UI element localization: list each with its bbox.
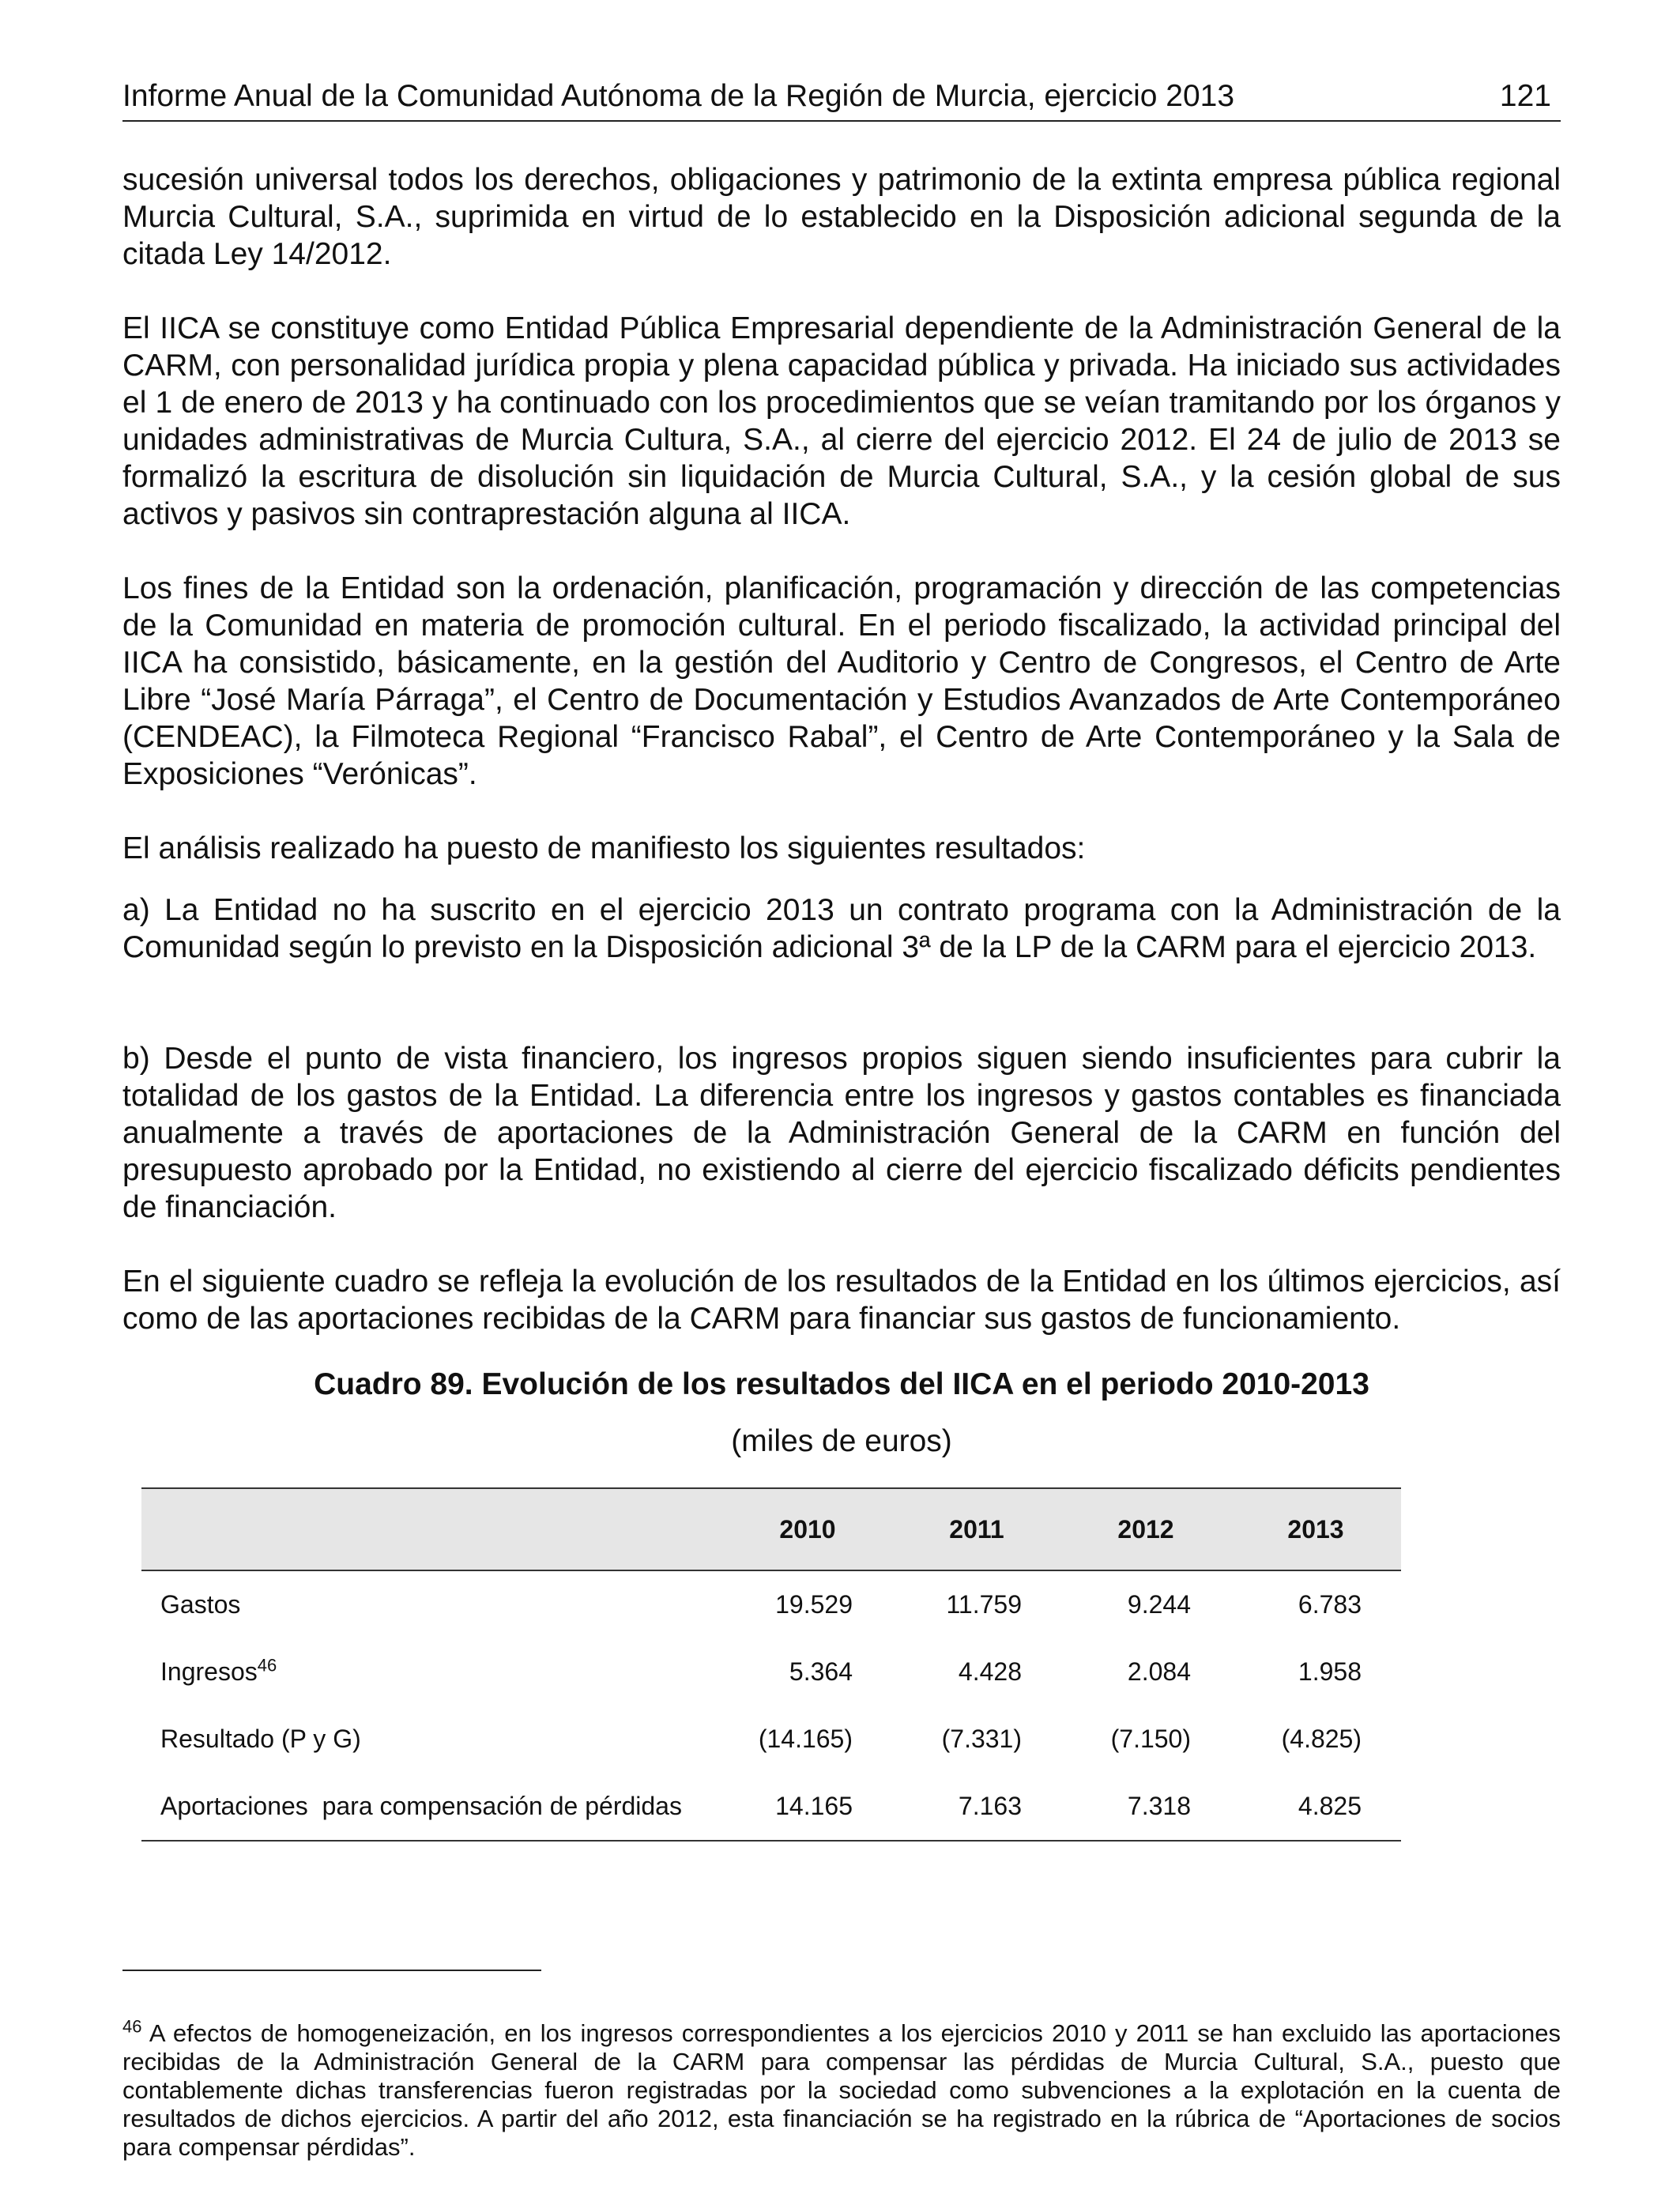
- row-label-resultado: Resultado (P y G): [160, 1725, 361, 1753]
- page-header: [122, 73, 1561, 122]
- table-cell: 7.318: [1061, 1773, 1230, 1841]
- footnote-text: A efectos de homogeneización, en los ingresos correspondientes a los ejercicios 2010 y 2011 se han excluido las aportaciones recibidas de la Administración General de la CARM para compensar las pérdidas de Murcia Cultural, S.A., puesto que contablemente dichas transferencias fueron registradas por la sociedad como subvenciones a la explotación en la cuenta de resultados de dichos ejercicios. A partir del año 2012, esta financiación se ha registrado en la rúbrica de “Aportaciones de socios para compensar pérdidas”.: [122, 2019, 1561, 2161]
- paragraph-5: a) La Entidad no ha suscrito en el ejercicio 2013 un contrato programa con la Administración de la Comunidad según lo previsto en la Disposición adicional 3ª de la LP de la CARM para el ejercicio 2013.: [122, 893, 1561, 964]
- row-label-gastos: Gastos: [160, 1590, 241, 1619]
- table-row: [141, 1570, 1401, 1638]
- table-header-row: [141, 1488, 1401, 1570]
- paragraph-6: b) Desde el punto de vista financiero, los ingresos propios siguen siendo insuficientes para cubrir la totalidad de los gastos de la Entidad. La diferencia entre los ingresos y gastos contables es financiada anualmente a través de aportaciones de la Administración General de la CARM en función del presupuesto aprobado por la Entidad, no existiendo al cierre del ejercicio fiscalizado déficits pendientes de financiación.: [122, 1042, 1561, 1224]
- footnote-number: 46: [122, 2016, 142, 2037]
- column-header-2012: 2012: [1061, 1488, 1230, 1570]
- row-label-aportaciones: Aportaciones para compensación de pérdidas: [141, 1773, 723, 1841]
- report-title: Informe Anual de la Comunidad Autónoma de la Región de Murcia, ejercicio 2013: [122, 79, 1235, 113]
- paragraph-7: En el siguiente cuadro se refleja la evolución de los resultados de la Entidad en los últimos ejercicios, así como de las aportaciones recibidas de la CARM para financiar sus gastos de funcionamiento.: [122, 1265, 1561, 1336]
- table-cell: (4.825): [1281, 1725, 1362, 1753]
- table-cell: 2.084: [1127, 1657, 1191, 1686]
- table-cell: 7.163: [892, 1773, 1061, 1841]
- table-cell: 4.825: [1230, 1773, 1401, 1841]
- paragraph-4: El análisis realizado ha puesto de manifiesto los siguientes resultados:: [122, 831, 1086, 865]
- column-header-2010: 2010: [723, 1488, 892, 1570]
- table-cell: 1.958: [1298, 1657, 1362, 1686]
- table-subtitle: (miles de euros): [731, 1424, 952, 1458]
- table-cell: (7.150): [1110, 1725, 1191, 1753]
- paragraph-3: Los fines de la Entidad son la ordenación, planificación, programación y dirección de las competencias de la Comunidad en materia de promoción cultural. En el periodo fiscalizado, la actividad principal del IICA ha consistido, básicamente, en la gestión del Auditorio y Centro de Congresos, el Centro de Arte Libre “José María Párraga”, el Centro de Documentación y Estudios Avanzados de Arte Contemporáneo (CENDEAC), la Filmoteca Regional “Francisco Rabal”, el Centro de Arte Contemporáneo y la Sala de Exposiciones “Verónicas”.: [122, 571, 1561, 791]
- table-cell: 4.428: [958, 1657, 1022, 1686]
- table-cell: 19.529: [775, 1590, 853, 1619]
- column-header-label: [141, 1488, 723, 1570]
- footnote: [122, 2016, 1561, 2162]
- row-label-ingresos: Ingresos$^{46}$: [160, 1655, 277, 1686]
- footnote-reference: 46: [257, 1655, 277, 1676]
- table-cell: (14.165): [758, 1725, 853, 1753]
- results-table: [141, 1487, 1401, 1842]
- table-cell: 9.244: [1127, 1590, 1191, 1619]
- table-cell: 14.165: [723, 1773, 892, 1841]
- page-number: 121: [1499, 79, 1551, 113]
- table-row: [141, 1773, 1401, 1841]
- table-title: Cuadro 89. Evolución de los resultados del IICA en el periodo 2010-2013: [314, 1367, 1369, 1401]
- table-row: [141, 1706, 1401, 1773]
- table-row: [141, 1638, 1401, 1706]
- paragraph-2: El IICA se constituye como Entidad Pública Empresarial dependiente de la Administración General de la CARM, con personalidad jurídica propia y plena capacidad pública y privada. Ha iniciado sus actividades el 1 de enero de 2013 y ha continuado con los procedimientos que se veían tramitando por los órganos y unidades administrativas de Murcia Cultura, S.A., al cierre del ejercicio 2012. El 24 de julio de 2013 se formalizó la escritura de disolución sin liquidación de Murcia Cultural, S.A., y la cesión global de sus activos y pasivos sin contraprestación alguna al IICA.: [122, 311, 1561, 531]
- table-cell: 6.783: [1298, 1590, 1362, 1619]
- table-cell: 11.759: [946, 1590, 1022, 1619]
- column-header-2013: 2013: [1230, 1488, 1401, 1570]
- table-cell: (7.331): [941, 1725, 1022, 1753]
- paragraph-1: sucesión universal todos los derechos, obligaciones y patrimonio de la extinta empresa pública regional Murcia Cultural, S.A., suprimida en virtud de lo establecido en la Disposición adicional segunda de la citada Ley 14/2012.: [122, 163, 1561, 271]
- table-cell: 5.364: [789, 1657, 853, 1686]
- footnote-divider: [122, 1970, 541, 1971]
- column-header-2011: 2011: [892, 1488, 1061, 1570]
